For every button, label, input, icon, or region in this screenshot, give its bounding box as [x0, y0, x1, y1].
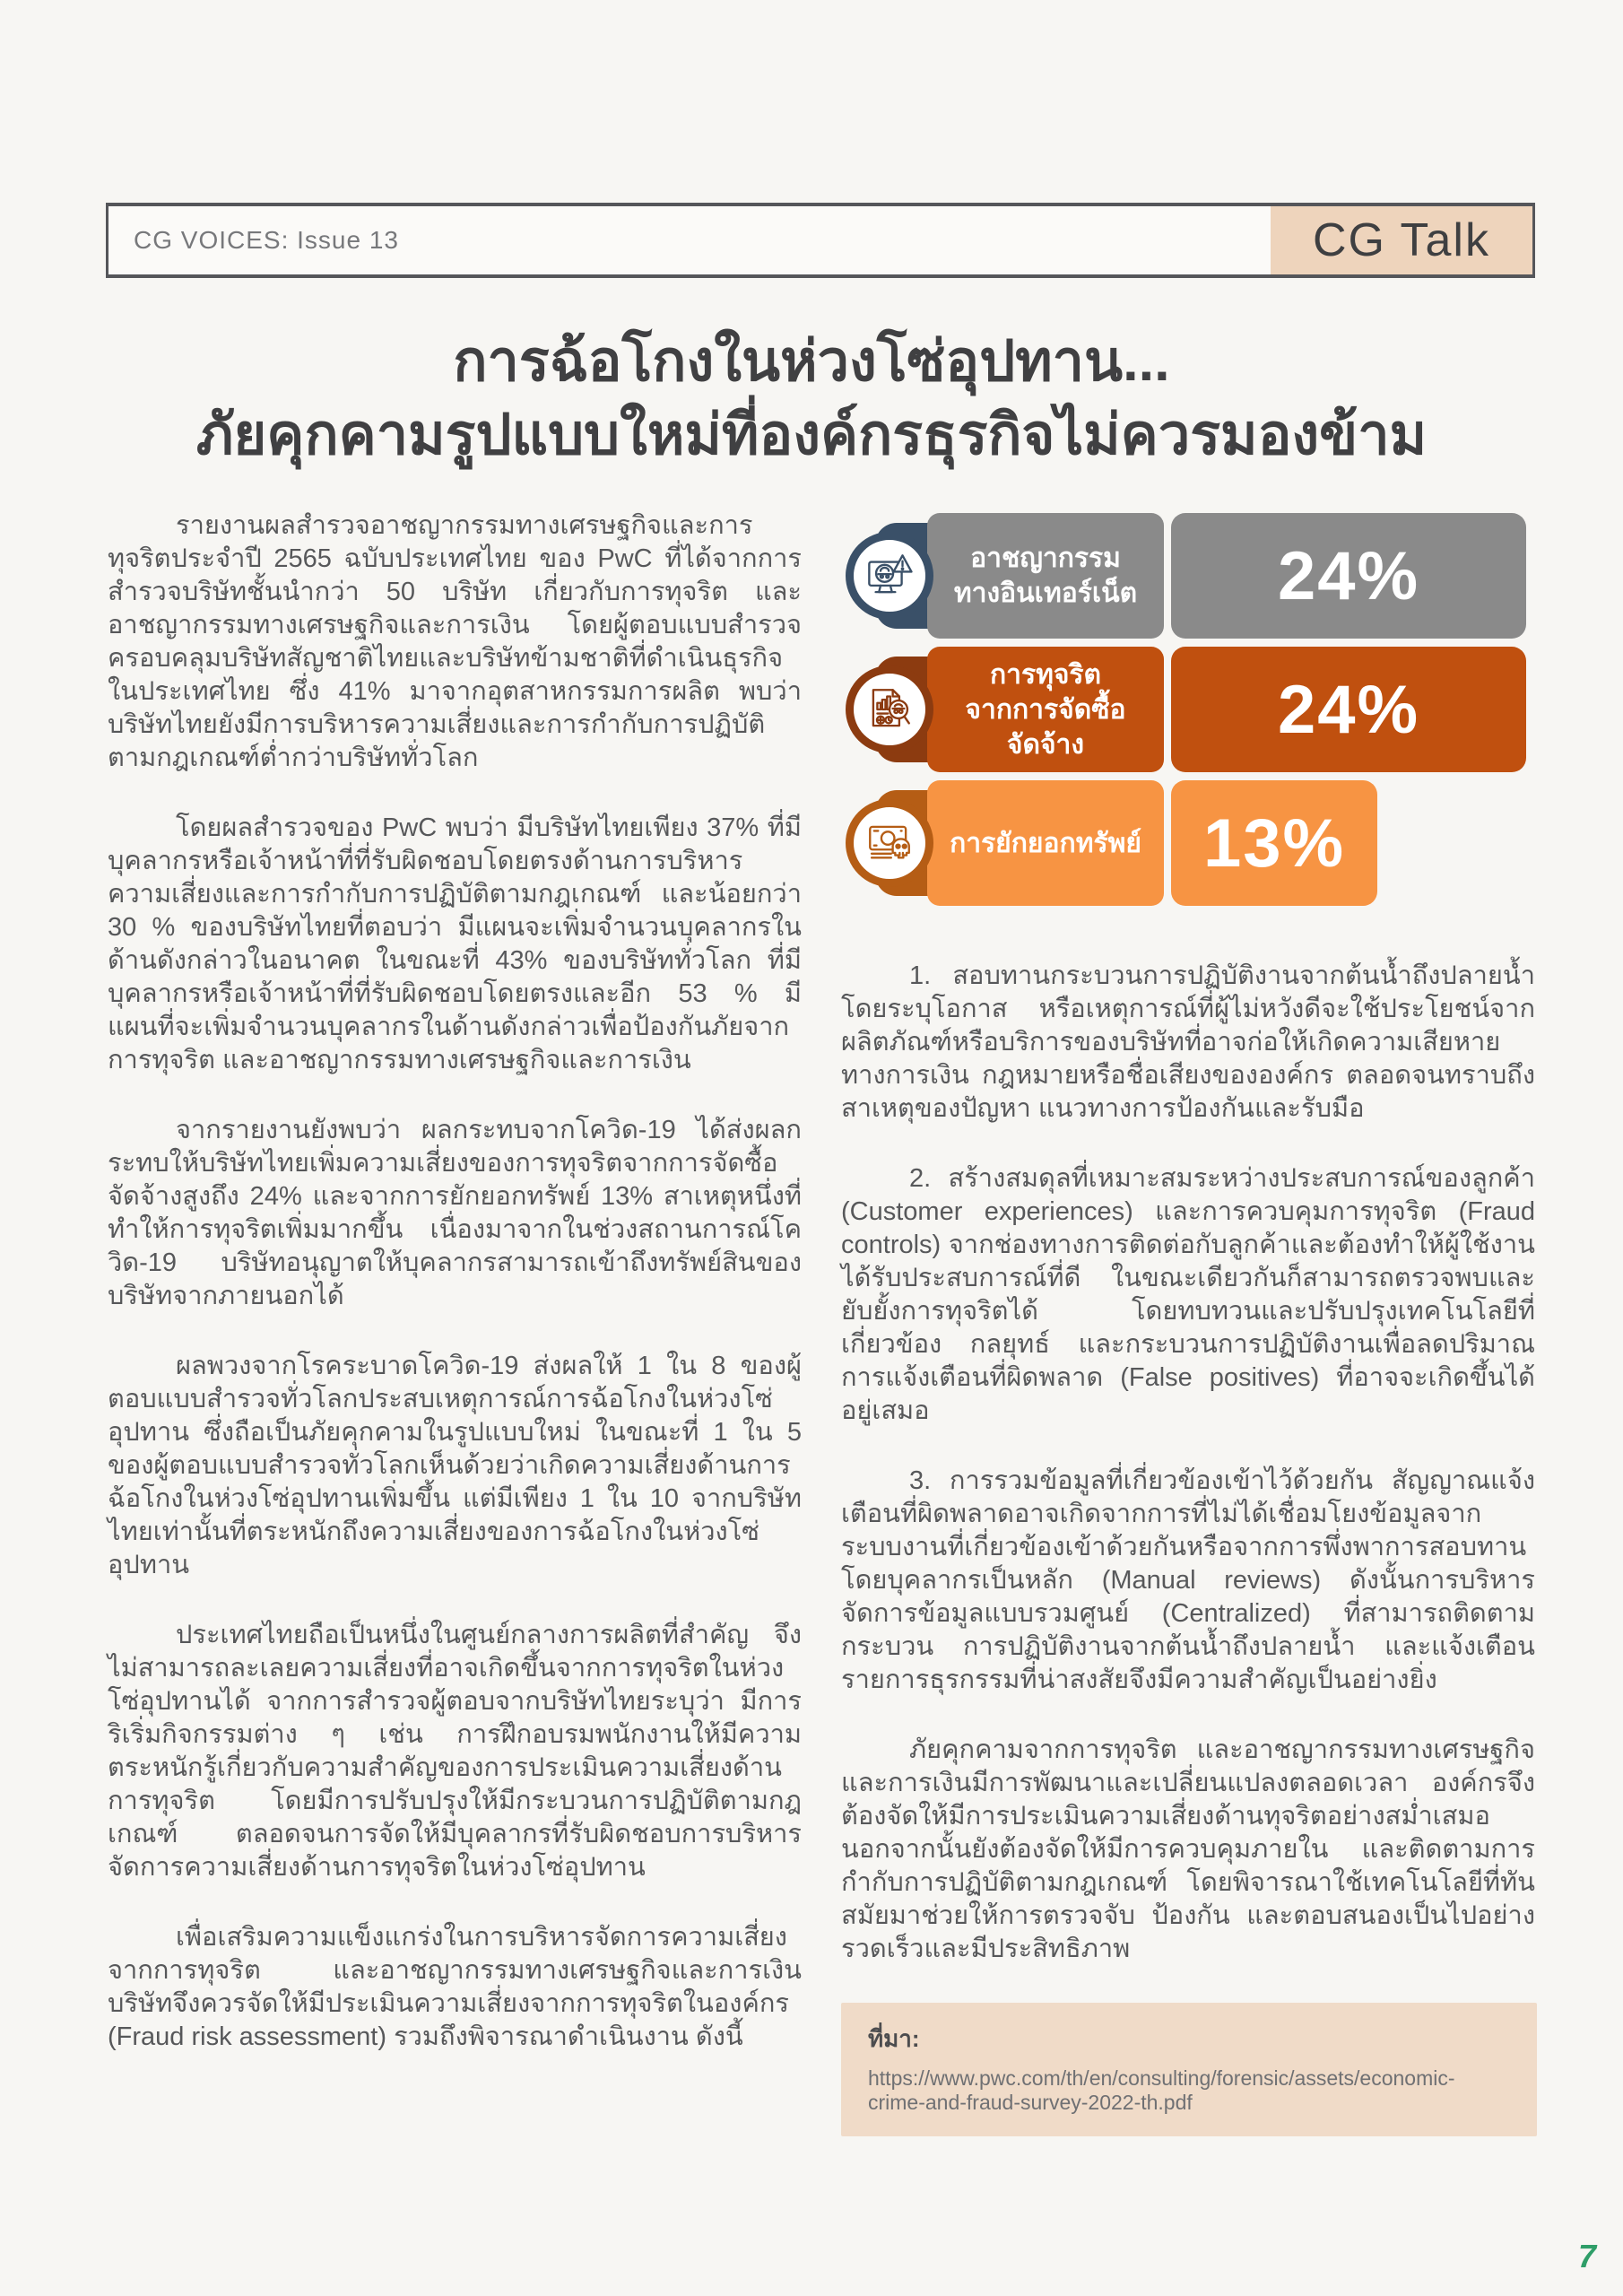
article-title: [90, 325, 1533, 472]
cybercrime-icon: [864, 550, 916, 602]
paragraph: รายงานผลสำรวจอาชญากรรมทางเศรษฐกิจและการทุจริตประจำปี 2565 ฉบับประเทศไทย ของ PwC ที่ได้จากการสำรวจบริษัทชั้นนำกว่า 50 บริษัท เกี่ยวกับการทุจริต และอาชญากรรมทางเศรษฐกิจและการเงิน โดยผู้ตอบแบบสำรวจครอบคลุมบริษัทสัญชาติไทยและบริษัทข้ามชาติที่ดำเนินธุรกิจในประเทศไทย ซึ่ง 41% มาจากอุตสาหกรรมการผลิต พบว่า บริษัทไทยยังมีการบริหารความเสี่ยงและการกำกับการปฏิบัติตามกฎเกณฑ์ต่ำกว่าบริษัททั่วโลก: [108, 511, 802, 772]
two-column-body: [108, 509, 1535, 2136]
article-title-line1: การฉ้อโกงในห่วงโซ่อุปทาน...: [453, 330, 1170, 393]
paragraph: 3. การรวมข้อมูลที่เกี่ยวข้องเข้าไว้ด้วยกัน สัญญาณแจ้งเตือนที่ผิดพลาดอาจเกิดจากการที่ไม่ได้เชื่อมโยงข้อมูลจากระบบงานที่เกี่ยวข้องเข้าด้วยกันหรือจากการพึ่งพาการสอบทานโดยบุคลากรเป็นหลัก (Manual reviews) ดังนั้นการบริหารจัดการข้อมูลแบบรวมศูนย์ (Centralized) ที่สามารถติดตามกระบวน การปฏิบัติงานจากต้นน้ำถึงปลายน้ำ และแจ้งเตือนรายการธุรกรรมที่น่าสงสัยจึงมีความสำคัญเป็นอย่างยิ่ง: [841, 1466, 1535, 1694]
page-header: [106, 203, 1535, 278]
stat-value: 24%: [1171, 647, 1526, 772]
stat-label-line: อาชญากรรม: [970, 544, 1121, 573]
stat-row-cybercrime: [841, 513, 1535, 639]
paragraph: ผลพวงจากโรคระบาดโควิด-19 ส่งผลให้ 1 ใน 8 ของผู้ตอบแบบสำรวจทั่วโลกประสบเหตุการณ์การฉ้อโกงในห่วงโซ่อุปทาน ซึ่งถือเป็นภัยคุกคามในรูปแบบใหม่ ในขณะที่ 1 ใน 5 ของผู้ตอบแบบสำรวจทั่วโลกเห็นด้วยว่าเกิดความเสี่ยงด้านการฉ้อโกงในห่วงโซ่อุปทานเพิ่มขึ้น แต่มีเพียง 1 ใน 10 จากบริษัทไทยเท่านั้นที่ตระหนักถึงความเสี่ยงของการฉ้อโกงในห่วงโซ่อุปทาน: [108, 1352, 802, 1579]
stat-row-procurement-fraud: [841, 647, 1535, 772]
page-number: 7: [1578, 2238, 1597, 2274]
paragraph: เพื่อเสริมความแข็งแกร่งในการบริหารจัดการความเสี่ยงจากการทุจริต และอาชญากรรมทางเศรษฐกิจและการเงิน บริษัทจึงควรจัดให้มีประเมินความเสี่ยงจากการทุจริตในองค์กร (Fraud risk assessment) รวมถึงพิจารณาดำเนินงาน ดังนี้: [108, 1923, 802, 2051]
source-label: ที่มา:: [868, 2025, 920, 2052]
issue-label: CG VOICES: Issue 13: [134, 226, 399, 254]
paragraph: 1. สอบทานกระบวนการปฏิบัติงานจากต้นน้ำถึงปลายน้ำ โดยระบุโอกาส หรือเหตุการณ์ที่ผู้ไม่หวังดีจะใช้ประโยชน์จากผลิตภัณฑ์หรือบริการของบริษัทที่อาจก่อให้เกิดความเสียหายทางการเงิน กฎหมายหรือชื่อเสียงขององค์กร ตลอดจนทราบถึงสาเหตุของปัญหา แนวทางการป้องกันและรับมือ: [841, 961, 1535, 1123]
right-column: [841, 509, 1535, 2136]
stat-label: [927, 647, 1164, 772]
stat-label-line: ทางอินเทอร์เน็ต: [953, 578, 1138, 608]
paragraph: ประเทศไทยถือเป็นหนึ่งในศูนย์กลางการผลิตที่สำคัญ จึงไม่สามารถละเลยความเสี่ยงที่อาจเกิดขึ้นจากการทุจริตในห่วงโซ่อุปทานได้ จากการสำรวจผู้ตอบจากบริษัทไทยระบุว่า มีการริเริ่มกิจกรรมต่าง ๆ เช่น การฝึกอบรมพนักงานให้มีความตระหนักรู้เกี่ยวกับความสำคัญของการประเมินความเสี่ยงด้านการทุจริต โดยมีการปรับปรุงให้มีกระบวนการปฏิบัติตามกฎเกณฑ์ ตลอดจนการจัดให้มีบุคลากรที่รับผิดชอบการบริหารจัดการความเสี่ยงด้านการทุจริตในห่วงโซ่อุปทาน: [108, 1621, 802, 1882]
stat-badge-circle: [846, 665, 933, 753]
stat-label-line: การยักยอกทรัพย์: [950, 828, 1141, 858]
source-box: [841, 2003, 1537, 2136]
paragraph: จากรายงานยังพบว่า ผลกระทบจากโควิด-19 ได้ส่งผลกระทบให้บริษัทไทยเพิ่มความเสี่ยงของการทุจริตจากการจัดซื้อจัดจ้างสูงถึง 24% และจากการยักยอกทรัพย์ 13% สาเหตุหนึ่งที่ทำให้การทุจริตเพิ่มมากขึ้น เนื่องมาจากในช่วงสถานการณ์โควิด-19 บริษัทอนุญาตให้บุคลากรสามารถเข้าถึงทรัพย์สินของบริษัทจากภายนอกได้: [108, 1116, 802, 1310]
stat-label-line: การทุจริต: [989, 659, 1102, 690]
stat-value: 24%: [1171, 513, 1526, 639]
stat-row-asset-misappropriation: [841, 780, 1535, 906]
stat-label-line: จากการจัดซื้อ: [965, 694, 1126, 725]
fraud-stats-infographic: [841, 513, 1535, 906]
asset-misappropriation-icon: [864, 817, 916, 869]
article-title-line2: ภัยคุกคามรูปแบบใหม่ที่องค์กรธุรกิจไม่ควรมองข้าม: [195, 404, 1428, 466]
left-column: [108, 509, 802, 2054]
section-badge: CG Talk: [1271, 206, 1532, 274]
stat-label: [927, 513, 1164, 639]
stat-label: [927, 780, 1164, 906]
source-url: https://www.pwc.com/th/en/consulting/forensic/assets/economic-crime-and-fraud-survey-2022-th.pdf: [868, 2066, 1455, 2114]
stat-label-line: จัดจ้าง: [1006, 729, 1085, 760]
stat-badge-circle: [846, 799, 933, 887]
paragraph: โดยผลสำรวจของ PwC พบว่า มีบริษัทไทยเพียง 37% ที่มีบุคลากรหรือเจ้าหน้าที่ที่รับผิดชอบโดยตรงด้านการบริหารความเสี่ยงและการกำกับการปฏิบัติตามกฎเกณฑ์ และน้อยกว่า 30 % ของบริษัทไทยที่ตอบว่า มีแผนจะเพิ่มจำนวนบุคลากรในด้านดังกล่าวในอนาคต ในขณะที่ 43% ของบริษัททั่วโลก ที่มีบุคลากรหรือเจ้าหน้าที่ที่รับผิดชอบโดยตรงและอีก 53 % มีแผนที่จะเพิ่มจำนวนบุคลากรในด้านดังกล่าวเพื่อป้องกันภัยจากการทุจริต และอาชญากรรมทางเศรษฐกิจและการเงิน: [108, 813, 802, 1074]
stat-badge-circle: [846, 532, 933, 620]
paragraph: ภัยคุกคามจากการทุจริต และอาชญากรรมทางเศรษฐกิจและการเงินมีการพัฒนาและเปลี่ยนแปลงตลอดเวลา องค์กรจึงต้องจัดให้มีการประเมินความเสี่ยงด้านทุจริตอย่างสม่ำเสมอ นอกจากนั้นยังต้องจัดให้มีการควบคุมภายใน และติดตามการกำกับการปฏิบัติตามกฎเกณฑ์ โดยพิจารณาใช้เทคโนโลยีที่ทันสมัยมาช่วยให้การตรวจจับ ป้องกัน และตอบสนองเป็นไปอย่างรวดเร็วและมีประสิทธิภาพ: [841, 1735, 1535, 1963]
paragraph: 2. สร้างสมดุลที่เหมาะสมระหว่างประสบการณ์ของลูกค้า (Customer experiences) และการควบคุมการทุจริต (Fraud controls) จากช่องทางการติดต่อกับลูกค้าและต้องทำให้ผู้ใช้งานได้รับประสบการณ์ที่ดี ในขณะเดียวกันก็สามารถตรวจพบและยับยั้งการทุจริตได้ โดยทบทวนและปรับปรุงเทคโนโลยีที่เกี่ยวข้อง กลยุทธ์ และกระบวนการปฏิบัติงานเพื่อลดปริมาณการแจ้งเตือนที่ผิดพลาด (False positives) ที่อาจจะเกิดขึ้นได้อยู่เสมอ: [841, 1164, 1535, 1425]
stat-value: 13%: [1171, 780, 1377, 906]
procurement-fraud-icon: [864, 683, 916, 735]
